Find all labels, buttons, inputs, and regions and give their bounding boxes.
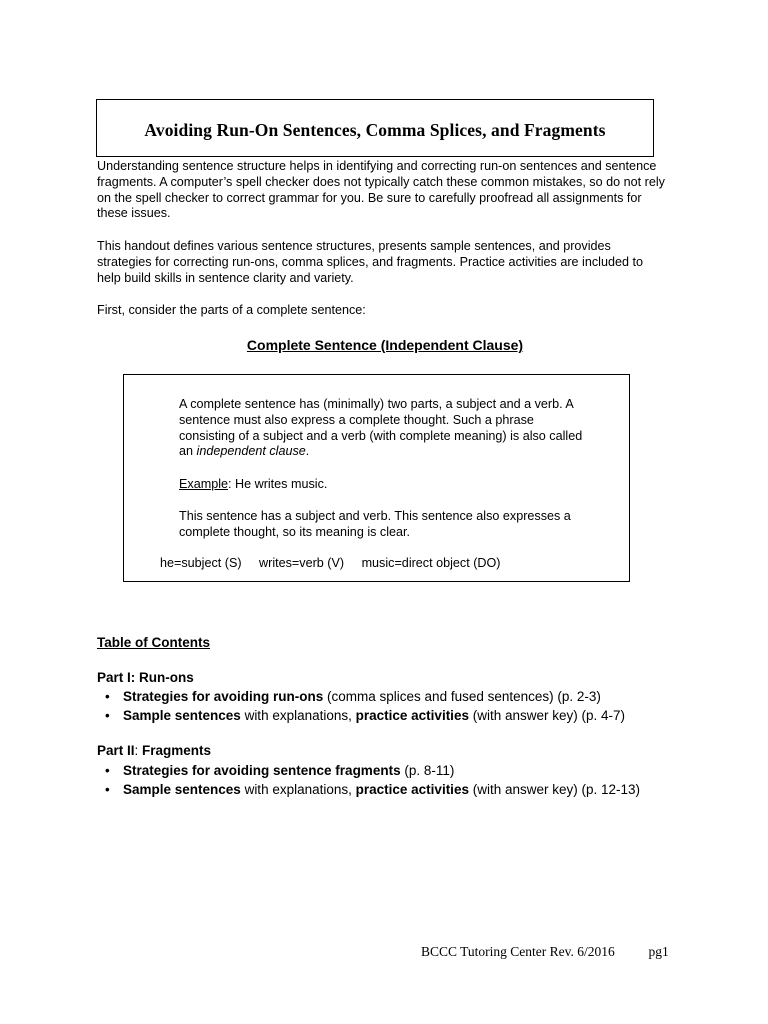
bullet: •: [105, 708, 110, 723]
part-1-list: [105, 687, 625, 725]
list-item: [105, 761, 640, 780]
title-box: [96, 99, 654, 157]
definition-box: [123, 374, 630, 582]
example-line: [179, 477, 589, 493]
item-bold: Strategies for avoiding sentence fragments: [123, 763, 401, 778]
part-2-name: Fragments: [142, 743, 212, 758]
page-footer: BCCC Tutoring Center Rev. 6/2016 pg1: [421, 944, 669, 959]
bullet: •: [105, 689, 110, 704]
item-bold: practice activities: [355, 708, 469, 723]
part-2-label: Part II: [97, 743, 135, 758]
definition-paragraph: [179, 397, 589, 460]
intro-paragraph-3: First, consider the parts of a complete sentence:: [97, 303, 366, 317]
item-text: (p. 8-11): [400, 763, 455, 778]
definition-text: A complete sentence has (minimally) two parts, a subject and a verb. A sentence must also express a complete thought. Such a phrase consisting of a subject and a verb (with complete meaning) is also called an: [179, 397, 583, 459]
definition-end: .: [305, 444, 310, 459]
sentence-parts: he=subject (S) writes=verb (V) music=direct object (DO): [160, 556, 501, 570]
example-explanation: This sentence has a subject and verb. This sentence also expresses a complete thought, so its meaning is clear.: [179, 509, 571, 539]
example-text: : He writes music.: [228, 477, 328, 491]
bullet: •: [105, 782, 110, 797]
part-2-colon: :: [134, 743, 143, 758]
list-item: [105, 706, 625, 725]
item-bold: Strategies for avoiding run-ons: [123, 689, 324, 704]
item-bold: practice activities: [355, 782, 469, 797]
section-heading: Complete Sentence (Independent Clause): [246, 337, 524, 353]
item-text: with explanations,: [240, 708, 356, 723]
toc-title: Table of Contents: [97, 635, 210, 650]
list-item: [105, 780, 640, 799]
part-2-heading: [97, 743, 211, 758]
definition-term: independent clause: [196, 444, 306, 459]
item-text: (with answer key) (p. 12-13): [468, 782, 641, 797]
list-item: [105, 687, 625, 706]
item-bold: Sample sentences: [123, 708, 241, 723]
item-text: (comma splices and fused sentences) (p. 2-3): [323, 689, 601, 704]
intro-paragraph-1: Understanding sentence structure helps in identifying and correcting run-on sentences and sentence fragments. A computer’s spell checker does not typically catch these common mistakes, so do not rely on the spell checker to correct grammar for you. Be sure to carefully proofread all assignments for these issues.: [97, 159, 665, 221]
example-label: Example: [179, 477, 228, 491]
item-text: with explanations,: [240, 782, 356, 797]
intro-paragraph-2: This handout defines various sentence structures, presents sample sentences, and provides strategies for correcting run-ons, comma splices, and fragments. Practice activities are included to help build skills in sentence clarity and variety.: [97, 239, 643, 285]
document-title: Avoiding Run-On Sentences, Comma Splices, and Fragments: [144, 120, 606, 140]
part-1-heading: Part I: Run-ons: [97, 670, 194, 685]
item-text: (with answer key) (p. 4-7): [468, 708, 626, 723]
item-bold: Sample sentences: [123, 782, 241, 797]
bullet: •: [105, 763, 110, 778]
part-2-list: [105, 761, 640, 799]
